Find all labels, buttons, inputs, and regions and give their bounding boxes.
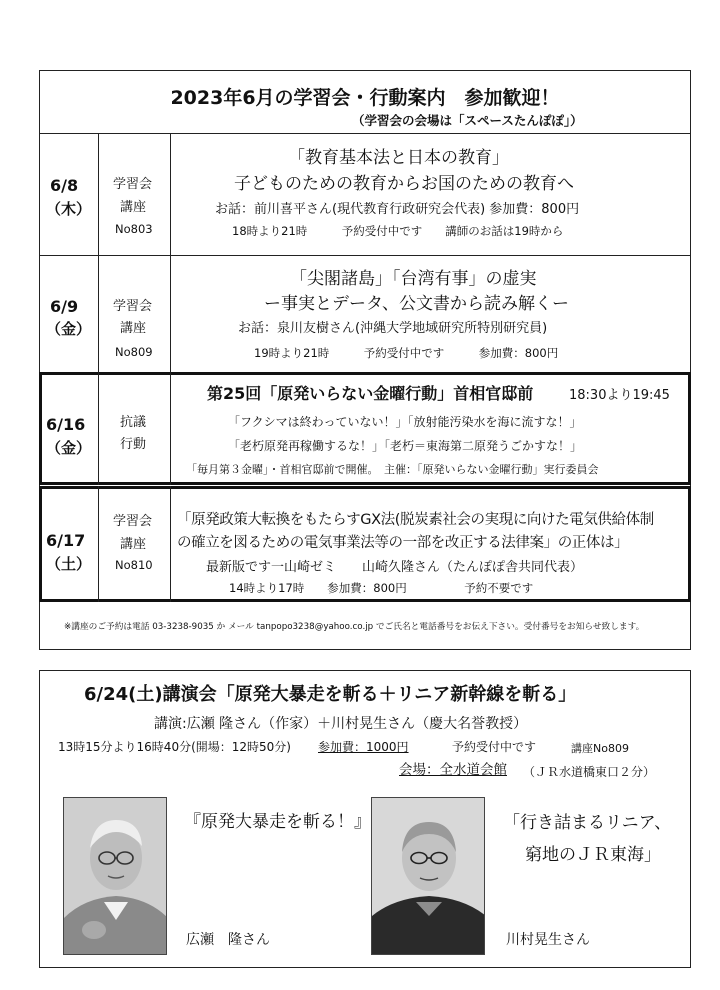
lecture-reservation: 予約受付中です [452, 740, 537, 754]
event-type-sub: 講座 [120, 321, 147, 336]
column-divider [98, 372, 99, 485]
course-number: No809 [115, 345, 153, 359]
event-speaker: お話：前川喜平さん(現代教育行政研究会代表) 参加費：800円 [215, 202, 580, 217]
event-speaker: お話：泉川友樹さん(沖縄大学地域研究所特別研究員) [238, 321, 548, 336]
column-divider [170, 486, 171, 602]
page-title: 2023年6月の学習会・行動案内 参加歓迎！ [170, 87, 560, 109]
event-title: 「原発政策大転換をもたらすGX法(脱炭素社会の実現に向けた電気供給体制 [177, 512, 654, 528]
event-time: 18:30より19:45 [569, 388, 670, 403]
organizer-line: 「毎月第３金曜」・首相官邸前で開催。 主催：「原発いらない金曜行動」実行委員会 [186, 463, 599, 476]
event-title: 第25回「原発いらない金曜行動」首相官邸前 [207, 384, 534, 403]
speaker1-quote: 『原発大暴走を斬る！』 [184, 812, 371, 832]
event-type-sub: 講座 [120, 200, 147, 215]
event-weekday: （金） [46, 320, 92, 338]
lecture-venue-note: （ＪＲ水道橋東口２分） [523, 765, 656, 779]
event-date: 6/8 [50, 176, 79, 195]
venue-note: （学習会の会場は「スペースたんぽぽ」） [352, 113, 583, 128]
row-divider [39, 133, 691, 134]
lecture-fee: 参加費：1000円 [318, 740, 409, 754]
speaker2-quote: 「行き詰まるリニア、 [503, 813, 672, 833]
event-type: 学習会 [113, 514, 153, 529]
lecture-time: 13時15分より16時40分(開場：12時50分) [58, 740, 291, 754]
event-title-cont: の確立を図るための電気事業法等の一部を改正する法律案」の正体は」 [177, 535, 629, 551]
event-type: 学習会 [113, 299, 153, 314]
lecture-number: 講座No809 [571, 742, 629, 755]
event-date: 6/16 [46, 415, 86, 434]
lecture-speakers: 講演:広瀬 隆さん（作家）＋川村晃生さん（慶大名誉教授） [154, 716, 528, 732]
event-type-sub: 行動 [120, 437, 147, 452]
event-subtitle: ー事実とデータ、公文書から読み解くー [264, 294, 569, 314]
event-speaker: 最新版です一山崎ゼミ 山崎久隆さん（たんぽぽ舎共同代表） [206, 560, 584, 575]
lecture-venue: 会場：全水道会館 [399, 762, 507, 778]
column-divider [98, 486, 99, 602]
event-date: 6/17 [46, 531, 86, 550]
course-number: No803 [115, 222, 153, 236]
event-weekday: （土） [46, 555, 92, 573]
event-type: 抗議 [120, 415, 147, 430]
event-time: 19時より21時 予約受付中です 参加費：800円 [254, 346, 559, 360]
column-divider [170, 372, 171, 485]
slogan-line: 「フクシマは終わっていない！」「放射能汚染水を海に流すな！」 [228, 415, 582, 429]
speaker-photo-kawamura [371, 797, 485, 955]
event-type-sub: 講座 [120, 537, 147, 552]
event-time: 18時より21時 予約受付中です 講師のお話は19時から [232, 224, 564, 238]
event-weekday: （木） [46, 200, 92, 218]
column-divider [170, 133, 171, 383]
event-title: 「教育基本法と日本の教育」 [288, 148, 509, 168]
event-subtitle: 子どものための教育からお国のための教育へ [234, 174, 574, 194]
reservation-footnote: ※講座のご予約は電話 03-3238-9035 か メール tanpopo3238@yahoo.co.jp でご氏名と電話番号をお伝え下さい。受付番号をお知らせ致します。 [64, 622, 645, 632]
event-weekday: （金） [46, 439, 92, 457]
speaker-photo-hirose [63, 797, 167, 955]
event-type: 学習会 [113, 177, 153, 192]
column-divider [98, 133, 99, 383]
lecture-title: 6/24(土)講演会「原発大暴走を斬る＋リニア新幹線を斬る」 [84, 684, 577, 705]
event-time: 14時より17時 参加費：800円 予約不要です [229, 581, 534, 595]
speaker2-quote-cont: 窮地のＪＲ東海」 [525, 845, 661, 865]
event-date: 6/9 [50, 297, 79, 316]
event-title: 「尖閣諸島」「台湾有事」の虚実 [290, 269, 537, 289]
speaker1-name: 広瀬 隆さん [186, 932, 270, 948]
row-divider [39, 255, 691, 256]
slogan-line: 「老朽原発再稼働するな！」「老朽＝東海第二原発うごかすな！」 [228, 439, 583, 453]
course-number: No810 [115, 558, 153, 572]
speaker2-name: 川村晃生さん [506, 932, 590, 948]
